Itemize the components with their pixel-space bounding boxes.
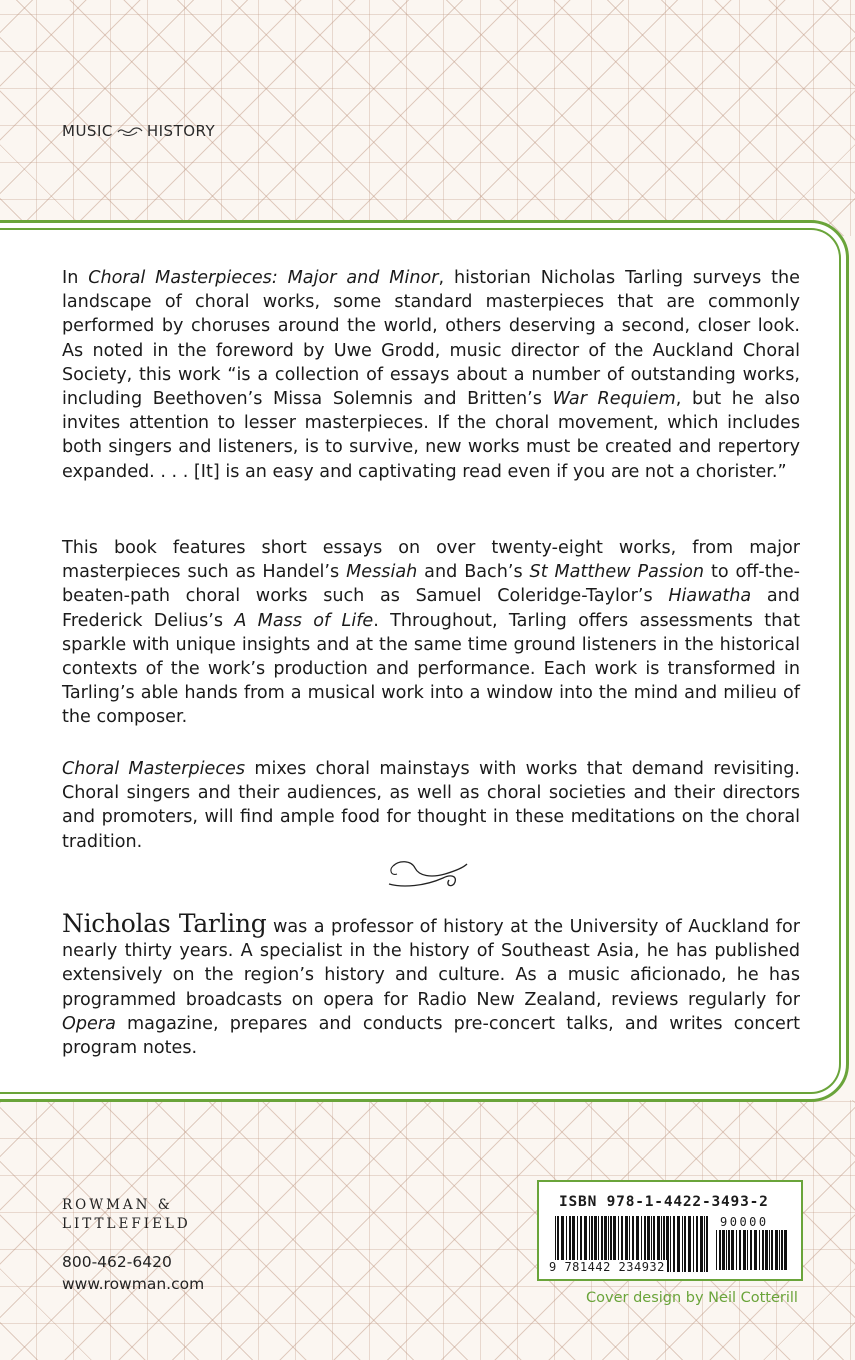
publisher-logo-line-1: ROWMAN &	[62, 1197, 173, 1213]
cover-design-credit: Cover design by Neil Cotterill	[586, 1290, 798, 1306]
category-left: MUSIC	[62, 122, 113, 140]
publisher-logo-line-2: LITTLEFIELD	[62, 1216, 191, 1232]
flourish-divider-icon	[385, 858, 471, 892]
barcode-ean-digits: 9 781442 234932	[549, 1260, 665, 1274]
category-right: HISTORY	[146, 122, 216, 140]
top-lattice-pattern	[0, 0, 855, 236]
publisher-website: www.rowman.com	[62, 1275, 205, 1293]
ampersand-flourish-icon	[117, 125, 143, 137]
isbn-number: ISBN 978-1-4422-3493-2	[559, 1194, 769, 1210]
author-name: Nicholas Tarling	[62, 909, 267, 938]
category-label	[62, 122, 215, 140]
barcode-addon-bars	[716, 1230, 788, 1270]
publisher-phone: 800-462-6420	[62, 1253, 172, 1271]
description-paragraph-1: In Choral Masterpieces: Major and Minor, historian Nicholas Tarling surveys the landscape of choral works, some standard masterpieces that are commonly performed by choruses around the world, others deserving a second, closer look. As noted in the foreword by Uwe Grodd, music director of the Auckland Choral Society, this work “is a collection of essays about a number of outstanding works, including Beethoven’s Missa Solemnis and Britten’s War Requiem, but he also invites attention to lesser masterpieces. If the choral movement, which includes both singers and listeners, is to survive, new works must be created and repertory expanded. . . . [It] is an easy and captivating read even if you are not a chorister.”	[62, 268, 800, 482]
publisher-block	[62, 1196, 204, 1295]
description-paragraph-2: This book features short essays on over twenty-eight works, from major masterpieces such as Handel’s Messiah and Bach’s St Matthew Passion to off-the-beaten-path choral works such as Samuel Coleridge-Taylor’s Hiawatha and Frederick Delius’s A Mass of Life. Throughout, Tarling offers assessments that sparkle with unique insights and at the same time ground listeners in the historical contexts of the work’s production and performance. Each work is transformed in Tarling’s able hands from a musical work into a window into the mind and milieu of the composer.	[62, 538, 800, 728]
author-bio: Nicholas Tarling was a professor of history at the University of Auckland for nearly thirty years. A specialist in the history of Southeast Asia, he has published extensively on the region’s history and culture. As a music aficionado, he has programmed broadcasts on opera for Radio New Zealand, reviews regularly for Opera magazine, prepares and conducts pre-concert talks, and writes concert program notes.	[62, 909, 800, 1059]
description-paragraph-3: Choral Masterpieces mixes choral mainstays with works that demand revisiting. Choral singers and their audiences, as well as choral societies and their directors and promoters, will find ample food for thought in these meditations on the choral tradition.	[62, 759, 800, 852]
barcode-addon-digits: 90000	[720, 1215, 769, 1229]
barcode-box	[537, 1180, 803, 1281]
